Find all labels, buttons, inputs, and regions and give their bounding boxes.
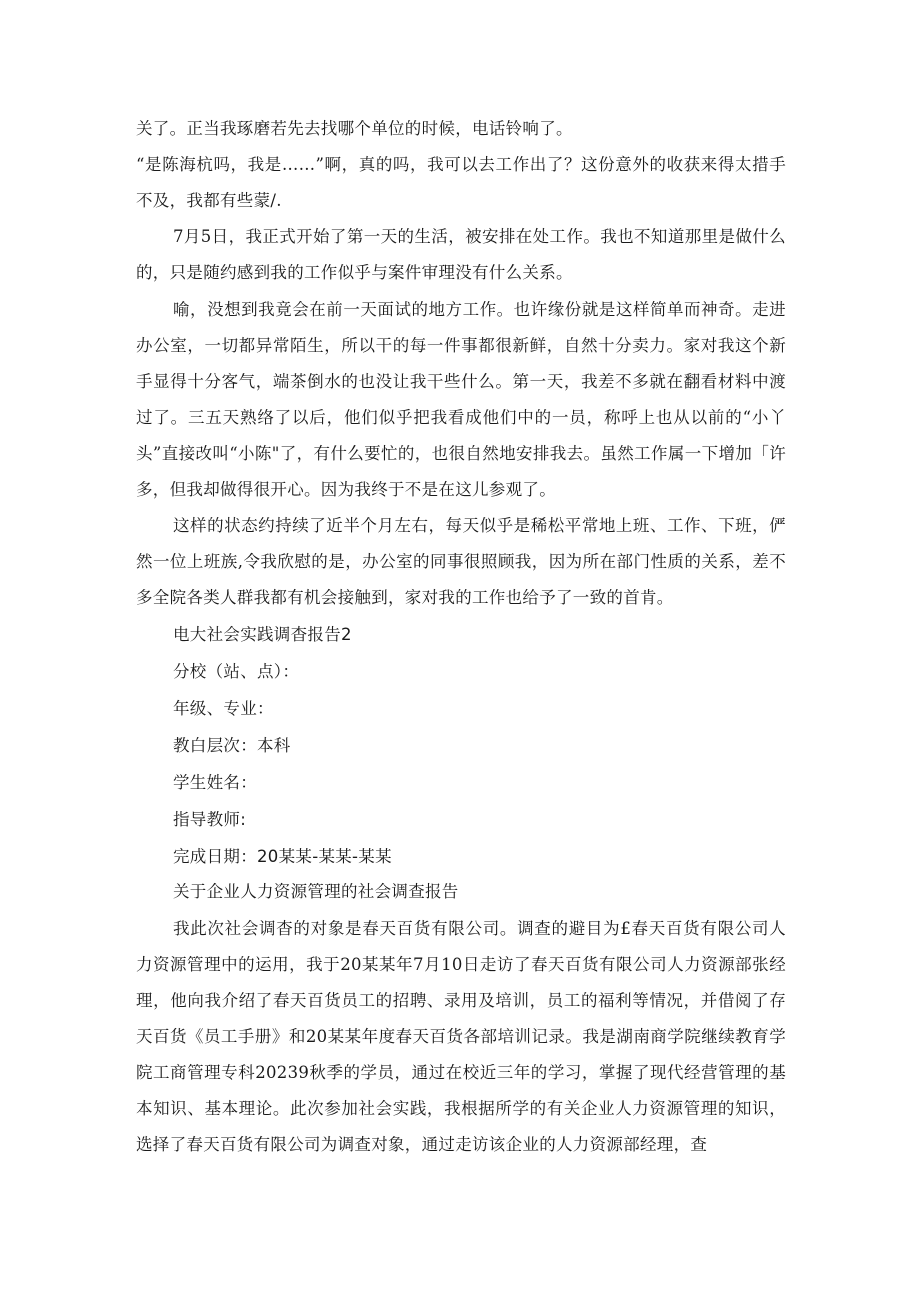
field-advisor: 指导教师: [173, 810, 247, 829]
paragraph-phone-call-intro: 关了。正当我琢磨若先去找哪个单位的时候，电话铃响了。 [136, 119, 573, 138]
paragraph-routine: 这样的状态约持续了近半个月左右，每天似乎是稀松平常地上班、工作、下班，俨然一位上班族,令我欣慰的是，办公室的同事很照顾我，因为所在部门性质的关系，差不多全院各类人群我都有机会接触到，家对我的工作也给予了一致的首肯。 [136, 516, 786, 607]
field-branch: 分校（站、点）： [173, 662, 300, 681]
paragraph-office-work: 喻，没想到我竟会在前一天面试的地方工作。也许缘份就是这样简单而神奇。走进办公室，一切都异常陌生，所以干的每一件事都很新鲜，自然十分卖力。家对我这个新手显得十分客气，端茶倒水的也没让我干些什么。第一天，我差不多就在翻看材料中渡过了。三五天熟络了以后，他们似乎把我看成他们中的一员，称呼上也从以前的“小丫头”直接改叫“小陈"了，有什么要忙的，也很自然地安排我去。虽然工作属一下增加「许多，但我却做得很开心。因为我终于不是在这儿参观了。 [136, 300, 786, 499]
field-grade-major: 年级、专业： [173, 699, 274, 718]
field-completion-date: 完成日期：20某某-某某-某某 [173, 847, 392, 866]
paragraph-first-day: 7月5日，我正式开始了第一天的生活，被安排在处工作。我也不知道那里是做什么的，只是随约感到我的工作似乎与案件审理没有什么关系。 [136, 227, 786, 282]
field-education-level: 教白层次：本科 [173, 736, 291, 755]
paragraph-phone-call-surprise: “是陈海杭吗，我是……”啊，真的吗，我可以去工作出了？这份意外的收获来得太措手不及，我都有些蒙/. [136, 155, 786, 210]
paragraph-survey-body: 我此次社会调杳的对象是春天百货有限公司。调查的避目为£春天百货有限公司人力资源管理中的运用，我于20某某年7月10日走访了春天百货有限公司人力资源部张经理，他向我介绍了春天百货员工的招聘、录用及培训，员工的福利等情况，并借阅了存天百货《员工手册》和20某某年度春天百货各部培训记录。我是湖南商学院继续教育学院工商管理专科20239秋季的学员，通过在校近三年的学习，掌握了现代经营管理的基本知识、基本理论。此次参加社会实践，我根据所学的有关企业人力资源管理的知识，选择了春天百货有限公司为调查对象，通过走访该企业的人力资源部经理，查 [136, 919, 786, 1154]
survey-report-title: 关于企业人力资源管理的社会调查报告 [173, 882, 459, 901]
field-student-name: 学生姓名： [173, 773, 257, 792]
report-title: 电大社会实践调杳报告2 [173, 625, 352, 644]
